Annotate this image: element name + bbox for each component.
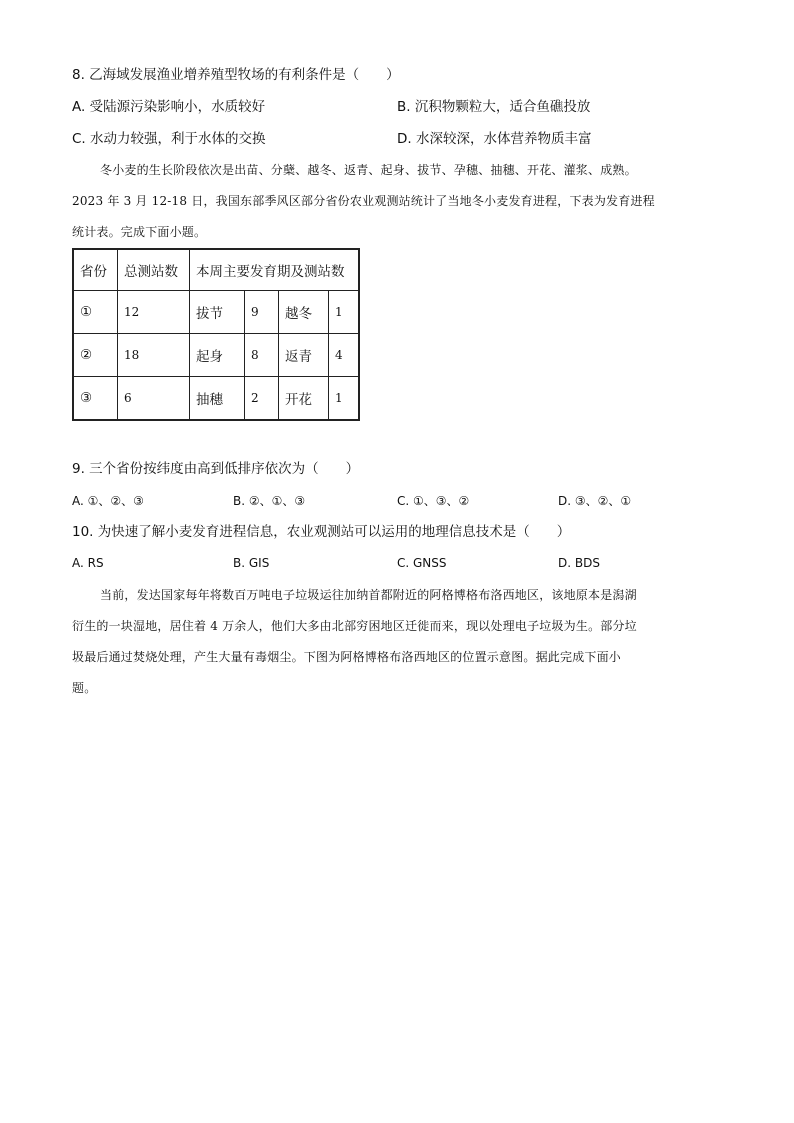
q10-option-d: D. BDS xyxy=(558,556,600,570)
material1-line2: 2023 年 3 月 12-18 日，我国东部季风区部分省份农业观测站统计了当地冬小麦发育进程，下表为发育进程 xyxy=(72,194,655,208)
header-total-stations: 总测站数 xyxy=(118,249,190,291)
q9-option-b: B. ②、①、③ xyxy=(233,494,306,508)
q10-option-b: B. GIS xyxy=(233,556,270,570)
province-cell: ② xyxy=(73,334,118,377)
material2-line1: 当前，发达国家每年将数百万吨电子垃圾运往加纳首都附近的阿格博格布洛西地区，该地原本是潟湖 xyxy=(100,588,637,602)
q10-option-a: A. RS xyxy=(72,556,104,570)
count1-cell: 8 xyxy=(245,334,279,377)
table-row xyxy=(73,377,359,421)
count2-cell: 1 xyxy=(329,377,360,421)
q9-stem: 9. 三个省份按纬度由高到低排序依次为（ ） xyxy=(72,461,360,477)
material2-line2: 衍生的一块湿地，居住着 4 万余人，他们大多由北部穷困地区迁徙而来，现以处理电子垃圾为生。部分垃 xyxy=(72,619,637,633)
stage2-cell: 开花 xyxy=(279,377,329,421)
q8-option-a: A. 受陆源污染影响小，水质较好 xyxy=(72,99,266,115)
count2-cell: 4 xyxy=(329,334,360,377)
q8-stem: 8. 乙海域发展渔业增养殖型牧场的有利条件是（ ） xyxy=(72,67,400,83)
total-cell: 18 xyxy=(118,334,190,377)
count1-cell: 2 xyxy=(245,377,279,421)
q8-option-d: D. 水深较深，水体营养物质丰富 xyxy=(397,131,592,147)
q9-option-c: C. ①、③、② xyxy=(397,494,470,508)
total-cell: 12 xyxy=(118,291,190,334)
table-row xyxy=(73,334,359,377)
development-stats-table xyxy=(72,248,360,421)
q9-option-d: D. ③、②、① xyxy=(558,494,632,508)
header-main-stage: 本周主要发育期及测站数 xyxy=(190,249,360,291)
header-province: 省份 xyxy=(73,249,118,291)
count1-cell: 9 xyxy=(245,291,279,334)
q10-stem: 10. 为快速了解小麦发育进程信息，农业观测站可以运用的地理信息技术是（ ） xyxy=(72,524,571,540)
stage1-cell: 起身 xyxy=(190,334,245,377)
table-header-row xyxy=(73,249,359,291)
stage2-cell: 越冬 xyxy=(279,291,329,334)
province-cell: ③ xyxy=(73,377,118,421)
count2-cell: 1 xyxy=(329,291,360,334)
province-cell: ① xyxy=(73,291,118,334)
stage2-cell: 返青 xyxy=(279,334,329,377)
material2-line3: 圾最后通过焚烧处理，产生大量有毒烟尘。下图为阿格博格布洛西地区的位置示意图。据此完成下面小 xyxy=(72,650,622,664)
table-row xyxy=(73,291,359,334)
q9-option-a: A. ①、②、③ xyxy=(72,494,144,508)
stage1-cell: 拔节 xyxy=(190,291,245,334)
stage1-cell: 抽穗 xyxy=(190,377,245,421)
material1-line3: 统计表。完成下面小题。 xyxy=(72,225,207,239)
q8-option-b: B. 沉积物颗粒大，适合鱼礁投放 xyxy=(397,99,591,115)
material1-line1: 冬小麦的生长阶段依次是出苗、分蘖、越冬、返青、起身、拔节、孕穗、抽穗、开花、灌浆、成熟。 xyxy=(100,163,637,177)
q8-option-c: C. 水动力较强，利于水体的交换 xyxy=(72,131,266,147)
q10-option-c: C. GNSS xyxy=(397,556,447,570)
total-cell: 6 xyxy=(118,377,190,421)
material2-line4: 题。 xyxy=(72,681,97,695)
